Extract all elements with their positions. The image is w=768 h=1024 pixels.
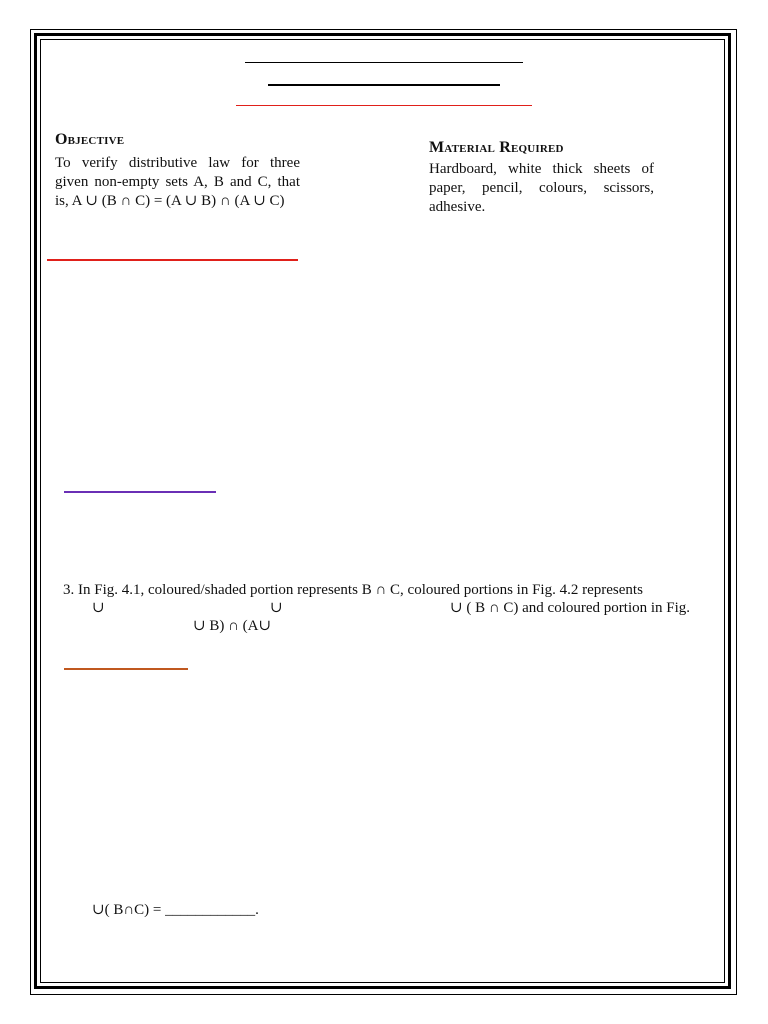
step3-fragment-d: ∪ B) ∩ (A∪ (193, 618, 272, 634)
material-text (429, 160, 654, 217)
method-rule-red (47, 259, 298, 261)
step3-line-1: 3. In Fig. 4.1, coloured/shaded portion represents B ∩ C, coloured portions in Fig. 4.2 represents (63, 582, 643, 598)
title-rule-red (236, 105, 532, 106)
material-line-3: adhesive. (429, 199, 486, 215)
material-line-1: Hardboard, white thick sheets of (429, 161, 654, 177)
objective-heading: Objective (55, 131, 125, 148)
step3-fragment-c: ∪ ( B ∩ C) and coloured portion in Fig. (450, 600, 691, 616)
title-rule-1 (245, 62, 523, 63)
demonstration-rule-purple (64, 491, 216, 493)
step3-fragment-a: ∪ (92, 600, 105, 616)
objective-text (55, 154, 300, 211)
objective-line-2: given non-empty sets A, B and C, that (55, 174, 300, 190)
observation-rule-orange (64, 668, 188, 670)
objective-line-3: is, A ∪ (B ∩ C) = (A ∪ B) ∩ (A ∪ C) (55, 193, 285, 209)
step3-fragment-b: ∪ (270, 600, 283, 616)
objective-line-1: To verify distributive law for three (55, 155, 300, 171)
material-heading: Material Required (429, 139, 564, 156)
title-rule-2 (268, 84, 500, 86)
material-line-2: paper, pencil, colours, scissors, (429, 180, 654, 196)
observation-equation: ∪( B∩C) = ____________. (92, 902, 259, 918)
